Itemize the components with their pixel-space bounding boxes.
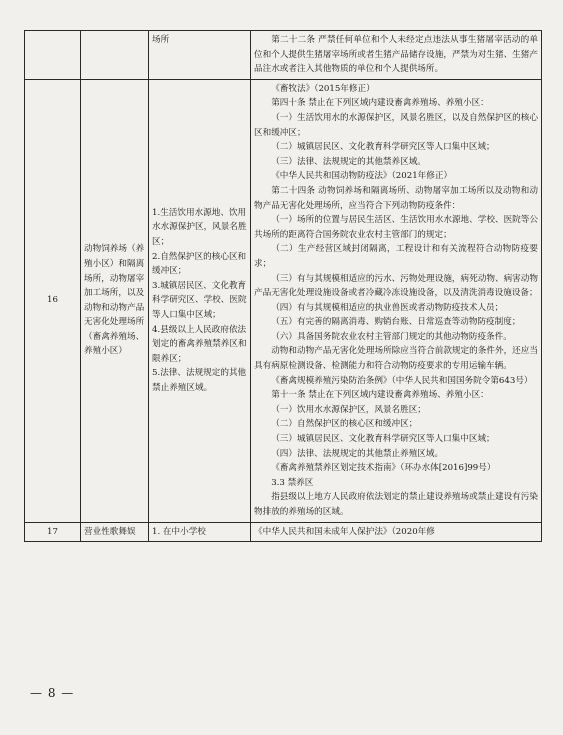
- legal-basis-paragraph: （四）有与其规模相适应的执业兽医或者动物防疫技术人员；: [271, 302, 504, 313]
- place-type-cell: [81, 31, 149, 80]
- legal-basis-paragraph: 第二十二条 严禁任何单位和个人未经定点违法从事生猪屠宰活动的单位和个人提供生猪屠宰场所或者生猪产品储存设施，严禁为对生猪、生猪产品注水或者注入其他物质的单位和个人提供场所。: [254, 35, 538, 75]
- legal-basis-paragraph: 第十一条 禁止在下列区域内建设畜禽养殖场、养殖小区：: [271, 390, 489, 401]
- legal-basis-paragraph: （四）法律、法规规定的其他禁止养殖区域。: [271, 448, 444, 459]
- legal-basis-paragraph: （二）生产经营区域封闭隔离，工程设计和有关流程符合动物防疫要求；: [254, 244, 538, 269]
- legal-basis-paragraph: （三）法律、法规规定的其他禁养区域。: [271, 156, 426, 167]
- legal-basis-paragraph: （三）城镇居民区、文化教育科学研究区等人口集中区域；: [271, 434, 495, 445]
- legal-basis-paragraph: （三）有与其规模相适应的污水、污物处理设施，病死动物、病害动物产品无害化处理设施设备或者冷藏冷冻设施设备，以及清洗消毒设施设备；: [254, 273, 538, 299]
- legal-basis-paragraph: 动物和动物产品无害化处理场所除应当符合前款规定的条件外，还应当具有病原检测设备、检测能力和符合动物防疫要求的专用运输车辆。: [254, 346, 538, 372]
- scope-item: 4.县级以上人民政府依法划定的畜禽养殖禁养区和限养区；: [152, 324, 247, 364]
- regulation-table: [24, 30, 542, 542]
- page-number: — 8 —: [30, 686, 75, 700]
- scope-item: 2.自然保护区的核心区和缓冲区；: [152, 251, 247, 277]
- row-number-cell: 16: [25, 79, 81, 522]
- section-heading: 3.3 禁养区: [271, 477, 314, 488]
- legal-basis-paragraph: （二）城镇居民区、文化教育科学研究区等人口集中区域；: [271, 142, 495, 153]
- legal-basis-paragraph: 指县级以上地方人民政府依法划定的禁止建设养殖场或禁止建设有污染物排放的养殖场的区域。: [254, 492, 538, 517]
- prohibited-scope-cell: [149, 79, 251, 522]
- table-row: [25, 31, 542, 80]
- legal-basis-paragraph: 第二十四条 动物饲养场和隔离场所、动物屠宰加工场所以及动物和动物产品无害化处理场所，应当符合下列动物防疫条件：: [254, 185, 538, 211]
- table-row: [25, 79, 542, 522]
- law-title: 《中华人民共和国动物防疫法》（2021年修正）: [271, 171, 453, 182]
- prohibited-scope-cell: 场所: [149, 31, 251, 80]
- legal-basis-paragraph: 第四十条 禁止在下列区域内建设畜禽养殖场、养殖小区：: [271, 98, 489, 109]
- legal-basis-paragraph: （二）自然保护区的核心区和缓冲区；: [271, 419, 418, 430]
- place-type-cell: 动物饲养场（养殖小区）和隔离场所，动物屠宰加工场所，以及动物和动物产品无害化处理场所（畜禽养殖场、养殖小区）: [81, 79, 149, 522]
- row-number-cell: 17: [25, 522, 81, 542]
- legal-basis-cell: [251, 31, 542, 80]
- scope-item: 3.城镇居民区、文化教育科学研究区、学校、医院等人口集中区域；: [152, 280, 247, 320]
- legal-basis-paragraph: （一）生活饮用水的水源保护区，风景名胜区，以及自然保护区的核心区和缓冲区；: [254, 112, 538, 138]
- scope-item: 1.生活饮用水源地、饮用水水源保护区，风景名胜区；: [152, 207, 247, 248]
- law-title: 《畜禽规模养殖污染防治条例》（中华人民共和国国务院令第643号）: [271, 375, 533, 386]
- legal-basis-paragraph: （一）饮用水水源保护区，风景名胜区；: [271, 404, 426, 415]
- legal-basis-paragraph: （一）场所的位置与居民生活区、生活饮用水水源地、学校、医院等公共场所的距离符合国务院农业农村主管部门的规定；: [254, 215, 538, 240]
- legal-basis-paragraph: （五）有完善的隔离消毒、购销台账、日常巡查等动物防疫制度；: [271, 317, 521, 328]
- table-row: [25, 522, 542, 542]
- legal-basis-paragraph: （六）具备国务院农业农村主管部门规定的其他动物防疫条件。: [271, 331, 512, 342]
- prohibited-scope-cell: 1. 在中小学校: [149, 522, 251, 542]
- law-title: 《畜牧法》（2015年修正）: [271, 83, 375, 94]
- place-type-cell: 营业性歌舞娱: [81, 522, 149, 542]
- row-number-cell: [25, 31, 81, 80]
- legal-basis-cell: [251, 79, 542, 522]
- law-title: 《畜禽养殖禁养区划定技术指南》（环办水体[2016]99号）: [271, 463, 496, 474]
- legal-basis-cell: 《中华人民共和国未成年人保护法》（2020年修: [251, 522, 542, 542]
- scope-item: 5.法律、法规规定的其他禁止养殖区域。: [152, 368, 247, 393]
